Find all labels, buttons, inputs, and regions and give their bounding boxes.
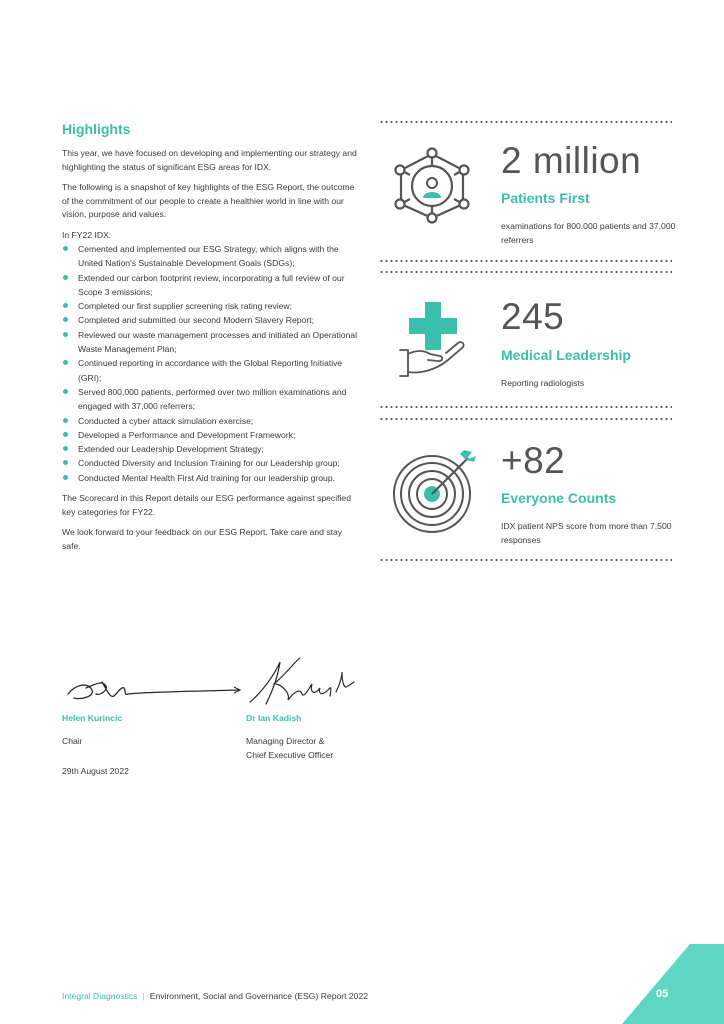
bullet-icon: [63, 432, 68, 437]
footer-brand: Integral Diagnostics: [62, 991, 138, 1001]
bullet-icon: [63, 460, 68, 465]
dotted-divider: [379, 121, 672, 123]
highlights-paragraph-3: The Scorecard in this Report details our ESG performance against specified key categories for FY22.: [62, 493, 351, 517]
highlights-paragraph-4: We look forward to your feedback on our ESG Report. Take care and stay safe.: [62, 527, 343, 551]
bullet-icon: [63, 332, 68, 337]
dotted-divider: [379, 271, 672, 273]
stat-label: Medical Leadership: [501, 347, 631, 363]
bullet-icon: [63, 418, 68, 423]
list-item: Conducted Diversity and Inclusion Training for our Leadership group;: [62, 456, 357, 470]
dotted-divider: [379, 418, 672, 420]
stat-label: Everyone Counts: [501, 490, 617, 506]
bullet-icon: [63, 303, 68, 308]
stat-number: +82: [501, 440, 566, 481]
list-item: Conducted a cyber attack simulation exercise;: [62, 414, 357, 428]
bullet-icon: [63, 317, 68, 322]
stat-description: examinations for 800,000 patients and 37,000 referrers: [501, 221, 676, 245]
stat-description: Reporting radiologists: [501, 378, 585, 388]
footer-separator: |: [142, 991, 145, 1001]
signature-ian-kadish: [244, 654, 360, 710]
bullet-icon: [63, 475, 68, 480]
medical-cross-hand-icon: [396, 298, 470, 380]
page-number: 05: [656, 988, 669, 1000]
bullet-icon: [63, 446, 68, 451]
stat-description: IDX patient NPS score from more than 7,500 responses: [501, 521, 672, 545]
signatory-name-right: Dr Ian Kadish: [246, 713, 302, 723]
list-item: Conducted Mental Health First Aid training for our leadership group.: [62, 471, 357, 485]
list-item: Extended our Leadership Development Strategy;: [62, 442, 357, 456]
stat-number: 2 million: [501, 140, 642, 181]
signatory-role-right-line2: Chief Executive Officer: [246, 750, 334, 760]
stat-number: 245: [501, 296, 565, 337]
bullet-icon: [63, 246, 68, 251]
list-item: Developed a Performance and Development Framework;: [62, 428, 357, 442]
page-footer: [62, 991, 368, 1001]
signatory-role-right-line1: Managing Director &: [246, 736, 325, 746]
list-item: Continued reporting in accordance with the Global Reporting Initiative (GRI);: [62, 356, 357, 385]
list-item: Extended our carbon footprint review, incorporating a full review of our Scope 3 emissions;: [62, 271, 357, 300]
footer-title: Environment, Social and Governance (ESG) Report 2022: [149, 991, 369, 1001]
bullet-icon: [63, 360, 68, 365]
list-item: Completed and submitted our second Modern Slavery Report;: [62, 313, 357, 327]
highlights-list: [62, 242, 357, 485]
list-item: Completed our first supplier screening risk rating review;: [62, 299, 357, 313]
signature-helen-kurincic: [62, 672, 244, 712]
highlights-intro: In FY22 IDX:: [62, 229, 112, 240]
network-person-icon: [390, 146, 474, 224]
dotted-divider: [379, 406, 672, 408]
target-arrow-icon: [390, 448, 478, 536]
signature-date: 29th August 2022: [62, 766, 129, 776]
highlights-title: Highlights: [62, 121, 131, 137]
signatory-name-left: Helen Kurincic: [62, 713, 123, 723]
bullet-icon: [63, 275, 68, 280]
list-item: Served 800,000 patients, performed over two million examinations and engaged with 37,000 referrers;: [62, 385, 357, 414]
highlights-paragraph-1: This year, we have focused on developing and implementing our strategy and highlighting the status of significant ESG areas for IDX.: [62, 148, 357, 172]
bullet-icon: [63, 389, 68, 394]
corner-decoration: [604, 944, 724, 1024]
highlights-paragraph-2: The following is a snapshot of key highlights of the ESG Report, the outcome of the commitment of our people to create a healthier world in line with our vision, purpose and values.: [62, 182, 355, 219]
dotted-divider: [379, 559, 672, 561]
signatory-role-left: Chair: [62, 736, 83, 746]
dotted-divider: [379, 260, 672, 262]
list-item: Reviewed our waste management processes and initiated an Operational Waste Management Plan;: [62, 328, 357, 357]
stat-label: Patients First: [501, 190, 590, 206]
highlights-section: [62, 121, 357, 560]
list-item: Cemented and implemented our ESG Strategy, which aligns with the United Nation's Sustainable Development Goals (SDGs);: [62, 242, 357, 271]
